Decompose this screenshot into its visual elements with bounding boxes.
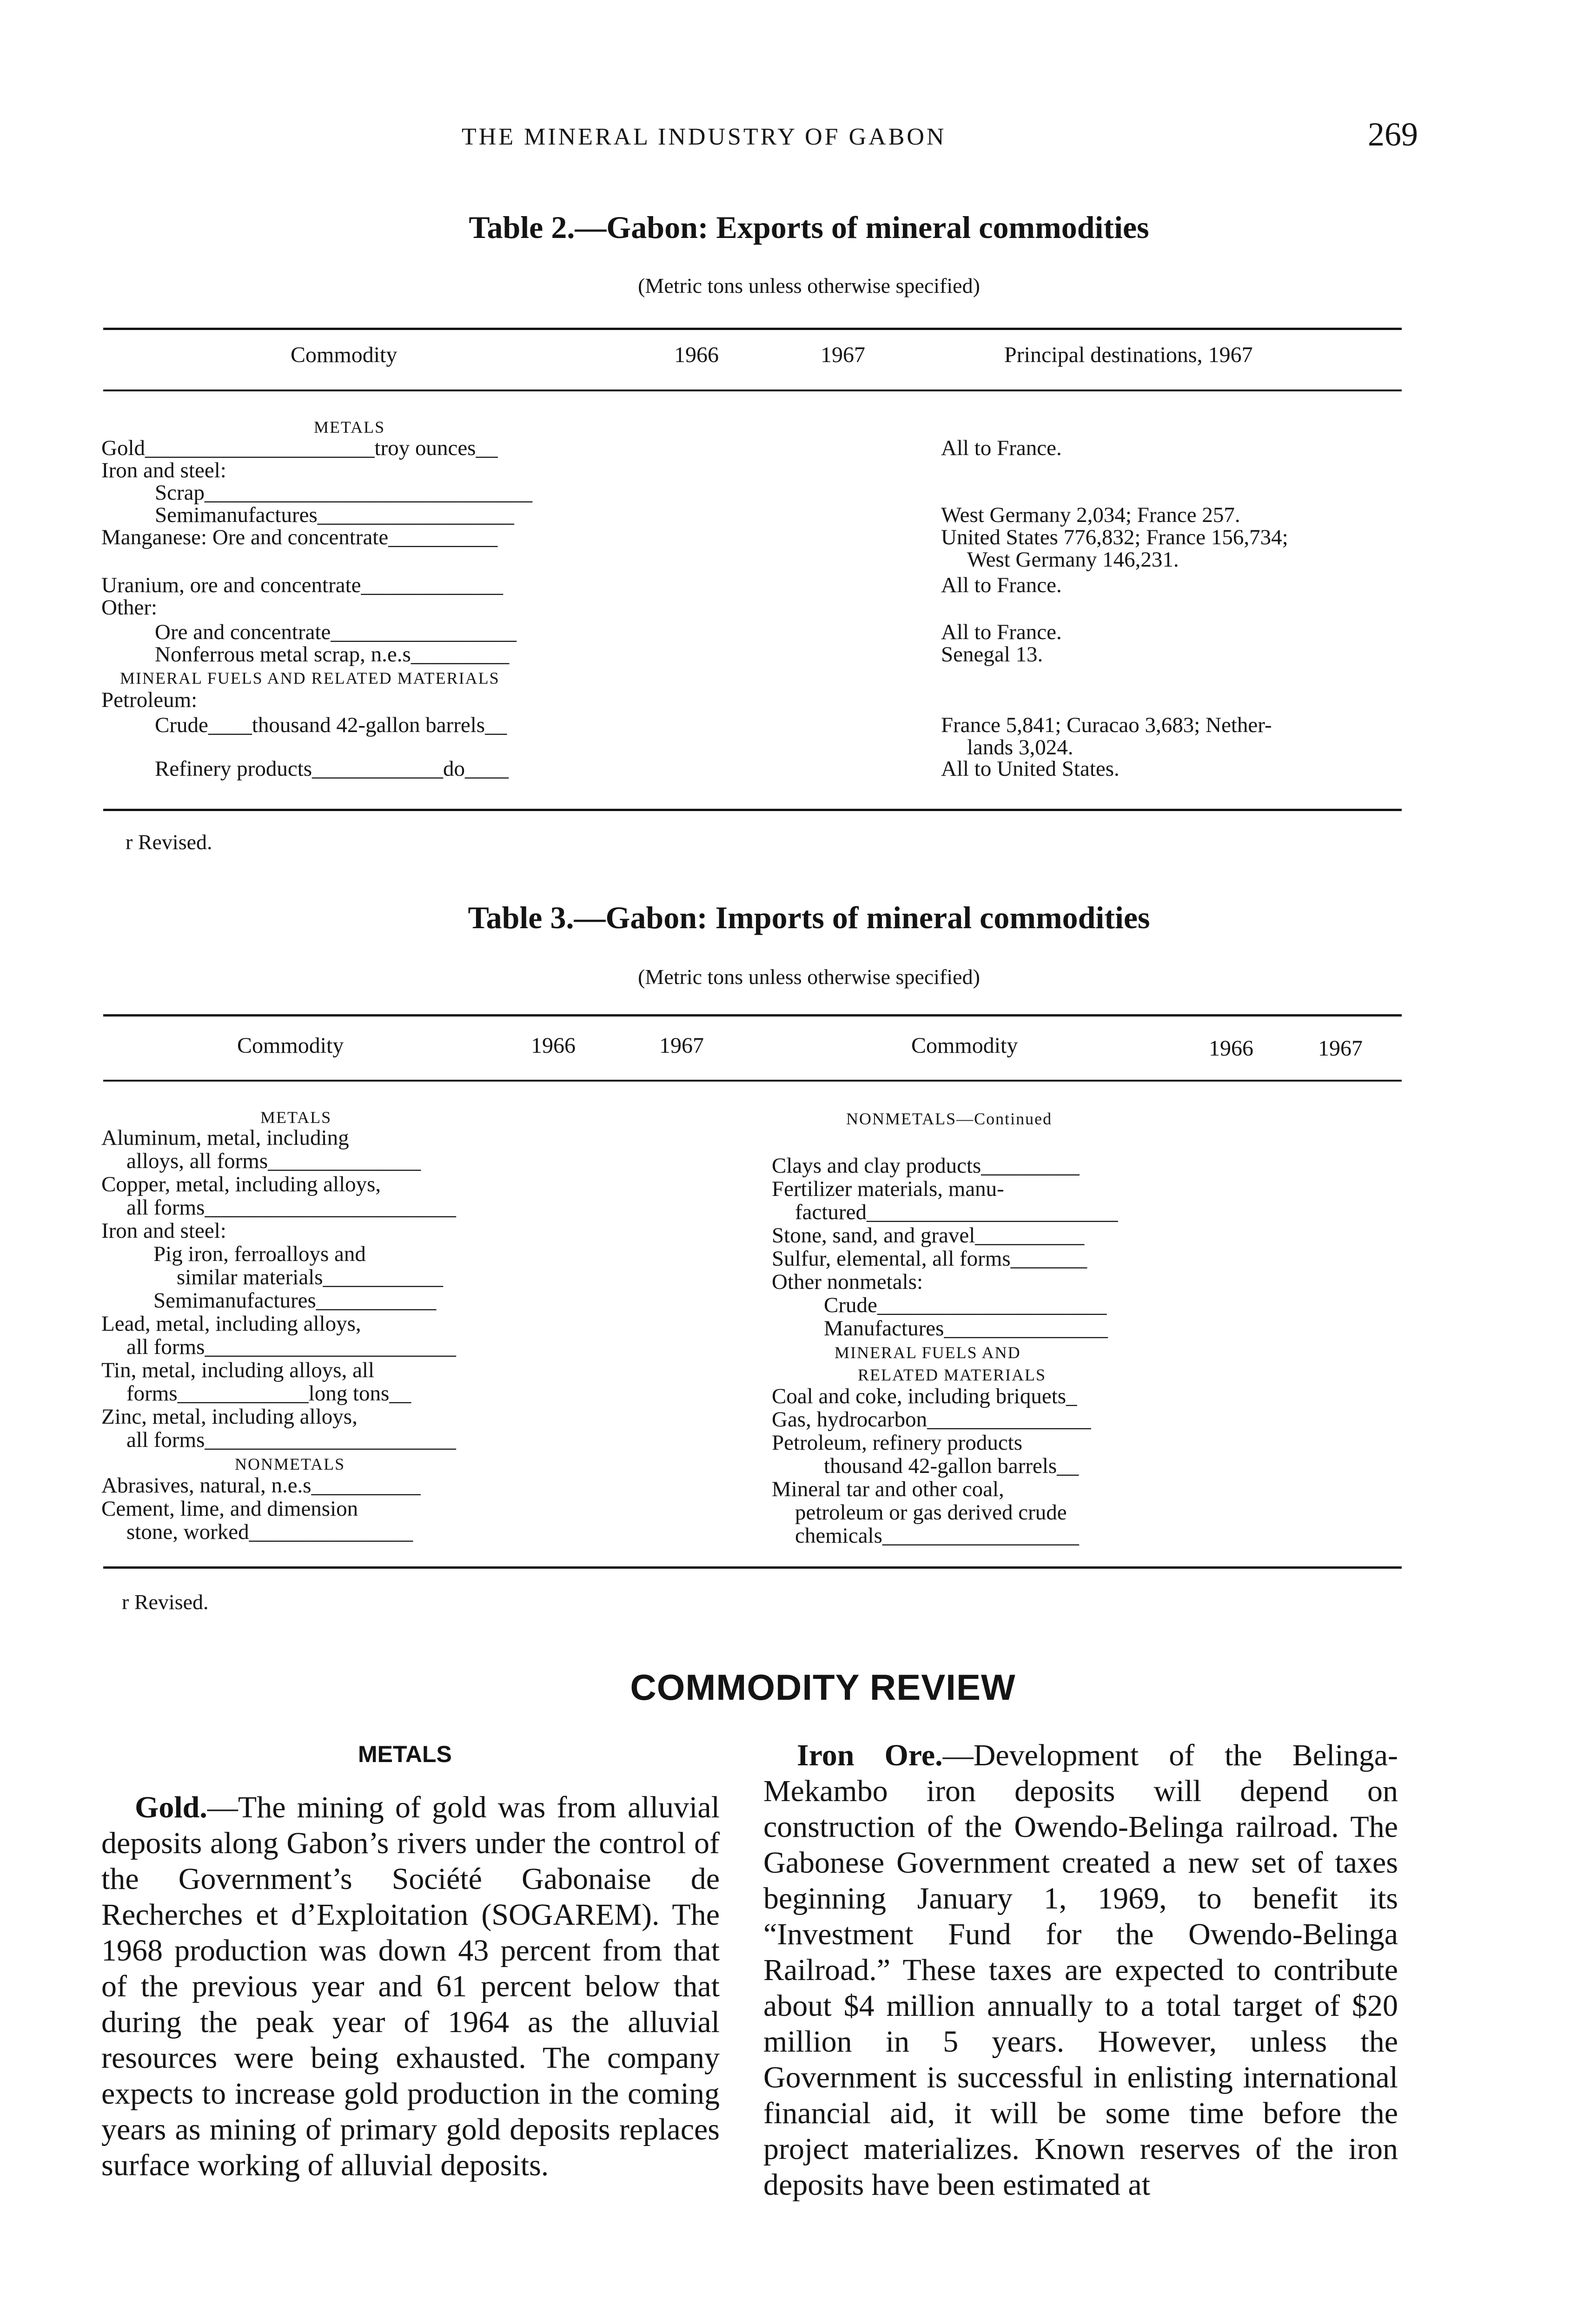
table3-header-commodity-right: Commodity xyxy=(911,1033,1018,1058)
table3-row-label: thousand 42-gallon barrels__ xyxy=(824,1454,1079,1478)
table2-row-label: Uranium, ore and concentrate_____________ xyxy=(101,573,504,597)
table3-row-label: factured_______________________ xyxy=(795,1200,1118,1224)
table3-header-rule xyxy=(103,1080,1402,1082)
table2-row-label: Crude____thousand 42-gallon barrels__ xyxy=(155,713,507,737)
table2-destination: All to France. xyxy=(941,436,1062,460)
table3-section-nonmetals-continued: NONMETALS—Continued xyxy=(846,1109,1053,1128)
table3-row-label: Petroleum, refinery products xyxy=(772,1431,1023,1455)
table3-row-label: Pig iron, ferroalloys and xyxy=(153,1242,366,1266)
table3-row-label: Copper, metal, including alloys, xyxy=(101,1172,381,1196)
table3-header-1967-right: 1967 xyxy=(1318,1036,1363,1061)
table3-row-label: petroleum or gas derived crude xyxy=(795,1500,1067,1525)
table3-row-label: Gas, hydrocarbon_______________ xyxy=(772,1407,1091,1432)
table2-row-label: Other: xyxy=(101,595,158,620)
running-head: THE MINERAL INDUSTRY OF GABON xyxy=(462,124,947,150)
table3-row-label: all forms_______________________ xyxy=(126,1428,456,1452)
table3-row-label: Abrasives, natural, n.e.s__________ xyxy=(101,1473,421,1498)
table2-footnote: r Revised. xyxy=(126,830,212,854)
table2-row-label: Scrap______________________________ xyxy=(155,481,533,505)
table2-destination: West Germany 2,034; France 257. xyxy=(941,503,1240,527)
table2-destination: All to France. xyxy=(941,573,1062,597)
table2-row-label: Petroleum: xyxy=(101,688,198,712)
metals-subheading: METALS xyxy=(358,1741,452,1767)
table3-row-label: Cement, lime, and dimension xyxy=(101,1497,358,1521)
table2-destination: All to France. xyxy=(941,620,1062,644)
table3-row-label: Aluminum, metal, including xyxy=(101,1126,349,1150)
table3-row-label: Sulfur, elemental, all forms_______ xyxy=(772,1247,1087,1271)
table3-title: Table 3.—Gabon: Imports of mineral commodities xyxy=(468,900,1150,935)
table2-destination: All to United States. xyxy=(941,757,1120,781)
table3-header-1966-right: 1966 xyxy=(1209,1036,1253,1061)
table2-row-label: Semimanufactures__________________ xyxy=(155,503,514,527)
table2-header-rule xyxy=(103,390,1402,391)
table3-row-label: Mineral tar and other coal, xyxy=(772,1477,1004,1501)
table3-row-label: Semimanufactures___________ xyxy=(153,1288,437,1313)
section-title: COMMODITY REVIEW xyxy=(630,1667,1016,1708)
table3-row-label: all forms_______________________ xyxy=(126,1195,456,1220)
table2-bottom-rule xyxy=(103,809,1402,811)
iron-ore-lead: Iron Ore. xyxy=(797,1738,943,1772)
table2-title: Table 2.—Gabon: Exports of mineral commodities xyxy=(469,210,1149,245)
gold-lead: Gold. xyxy=(135,1790,207,1824)
table2-header-1966: 1966 xyxy=(674,343,719,367)
table3-row-label: stone, worked_______________ xyxy=(126,1520,413,1544)
table3-row-label: Clays and clay products_________ xyxy=(772,1154,1080,1178)
table3-row-label: Other nonmetals: xyxy=(772,1270,923,1294)
table3-row-label: similar materials___________ xyxy=(177,1265,444,1289)
table3-subtitle: (Metric tons unless otherwise specified) xyxy=(638,965,980,989)
table3-row-label: all forms_______________________ xyxy=(126,1335,456,1359)
table2-destination: West Germany 146,231. xyxy=(967,548,1179,572)
table2-section-fuels: MINERAL FUELS AND RELATED MATERIALS xyxy=(120,669,500,687)
table3-row-label: Tin, metal, including alloys, all xyxy=(101,1358,375,1382)
table3-header-1967-left: 1967 xyxy=(659,1033,704,1058)
table2-row-label: Ore and concentrate_________________ xyxy=(155,620,517,644)
table3-row-label: Zinc, metal, including alloys, xyxy=(101,1405,358,1429)
table3-section-fuels-1: MINERAL FUELS AND xyxy=(835,1343,1021,1362)
table3-row-label: forms____________long tons__ xyxy=(126,1381,411,1406)
table3-header-1966-left: 1966 xyxy=(531,1033,576,1058)
table2-row-label: Nonferrous metal scrap, n.e.s_________ xyxy=(155,642,510,667)
table3-row-label: Fertilizer materials, manu- xyxy=(772,1177,1004,1201)
table2-destination: Senegal 13. xyxy=(941,642,1043,667)
table3-section-nonmetals: NONMETALS xyxy=(235,1455,345,1473)
table2-row-label: Gold_____________________troy ounces__ xyxy=(101,436,498,460)
table2-header-1967: 1967 xyxy=(821,343,865,367)
table3-row-label: chemicals__________________ xyxy=(795,1524,1079,1548)
table3-row-label: Crude_____________________ xyxy=(824,1293,1107,1317)
gold-text: —The mining of gold was from alluvial deposits along Gabon’s rivers under the control of the Government’s Société Gabonaise de Recherches et d’Exploitation (SOGAREM). The 1968 production was down 43 percent from that of the previous year and 61 percent below that during the peak year of 1964 as the alluvial resources were being exhausted. The company expects to increase gold production in the coming years as mining of primary gold deposits replaces surface working of alluvial deposits. xyxy=(101,1790,720,2182)
table2-row-label: Manganese: Ore and concentrate__________ xyxy=(101,525,498,549)
table3-row-label: Lead, metal, including alloys, xyxy=(101,1312,361,1336)
table3-section-metals: METALS xyxy=(260,1108,332,1127)
gold-paragraph xyxy=(101,1789,720,2183)
table2-subtitle: (Metric tons unless otherwise specified) xyxy=(638,274,980,297)
table3-row-label: Coal and coke, including briquets_ xyxy=(772,1384,1077,1408)
table2-section-metals: METALS xyxy=(314,418,385,436)
table2-destination: lands 3,024. xyxy=(967,735,1073,759)
table3-header-commodity-left: Commodity xyxy=(237,1033,344,1058)
table3-bottom-rule xyxy=(103,1566,1402,1569)
table2-header-commodity: Commodity xyxy=(291,343,398,367)
table2-destination: United States 776,832; France 156,734; xyxy=(941,525,1288,549)
table3-row-label: Iron and steel: xyxy=(101,1219,226,1243)
iron-ore-paragraph xyxy=(763,1737,1398,2203)
table2-top-rule xyxy=(103,328,1402,330)
table2-row-label: Iron and steel: xyxy=(101,458,226,482)
table2-header-destinations: Principal destinations, 1967 xyxy=(1004,343,1253,367)
page-number: 269 xyxy=(1368,116,1418,153)
table2-destination: France 5,841; Curacao 3,683; Nether- xyxy=(941,713,1272,737)
table3-top-rule xyxy=(103,1014,1402,1017)
table3-row-label: Manufactures_______________ xyxy=(824,1316,1108,1340)
table3-section-fuels-2: RELATED MATERIALS xyxy=(858,1366,1046,1384)
table2-row-label: Refinery products____________do____ xyxy=(155,757,509,781)
iron-ore-text: —Development of the Belinga-Mekambo iron deposits will depend on construction of the Owendo-Belinga railroad. The Gabonese Government created a new set of taxes beginning January 1, 1969, to benefit its “Investment Fund for the Owendo-Belinga Railroad.” These taxes are expected to contribute about $4 million annually to a total target of $20 million in 5 years. However, unless the Government is successful in enlisting international financial aid, it will be some time before the project materializes. Known reserves of the iron deposits have been estimated at xyxy=(763,1738,1398,2202)
table3-row-label: Stone, sand, and gravel__________ xyxy=(772,1223,1085,1248)
table3-row-label: alloys, all forms______________ xyxy=(126,1149,421,1173)
table3-footnote: r Revised. xyxy=(122,1590,209,1614)
